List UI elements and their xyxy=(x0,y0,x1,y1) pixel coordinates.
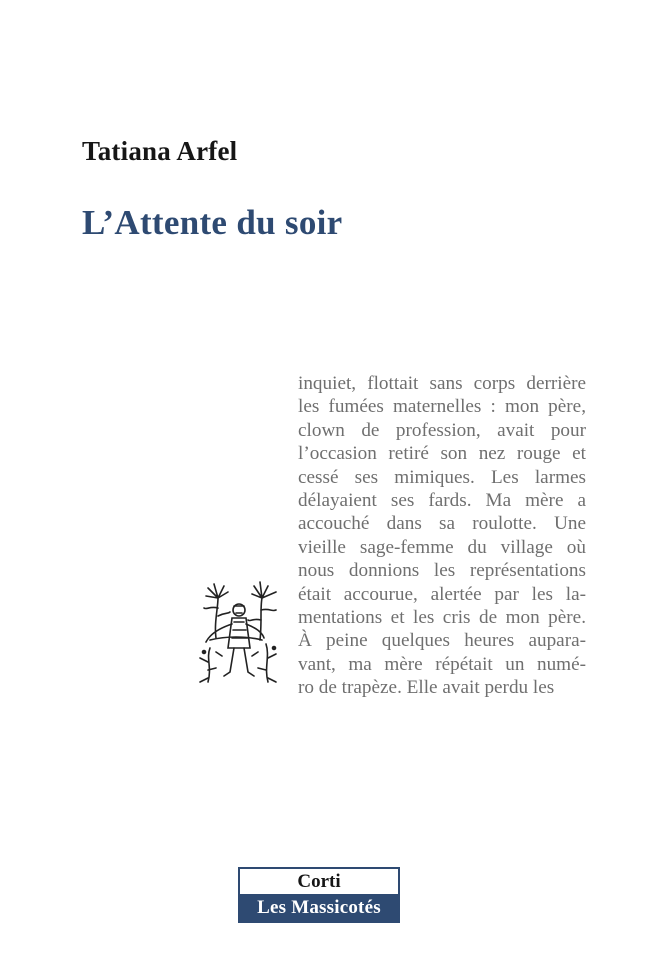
book-title: L’Attente du soir xyxy=(82,203,343,242)
excerpt-line: ro de trapèze. Elle avait perdu les xyxy=(298,677,555,699)
excerpt-line: vant, ma mère répétait un numé- xyxy=(298,653,586,675)
excerpt-line: était accourue, alertée par les la- xyxy=(298,583,586,605)
excerpt-line: clown de profession, avait pour xyxy=(298,419,586,441)
excerpt-line: vieille sage-femme du village où xyxy=(298,536,586,558)
collection-name: Les Massicotés xyxy=(240,894,398,921)
excerpt-line: nous donnions les représentations xyxy=(298,560,586,582)
excerpt-line: inquiet, flottait sans corps derrière xyxy=(298,373,586,394)
excerpt-line: l’occasion retiré son nez rouge et xyxy=(298,443,586,465)
excerpt-line: les fumées maternelles : mon père, xyxy=(298,396,586,418)
excerpt-text xyxy=(298,372,586,699)
excerpt-line: accouché dans sa roulotte. Une xyxy=(298,513,586,535)
author-name: Tatiana Arfel xyxy=(82,136,238,166)
woodcut-figure-with-flowers-icon xyxy=(196,578,282,692)
publisher-logo xyxy=(238,867,400,923)
publisher-name: Corti xyxy=(297,871,341,892)
excerpt-line: mentations et les cris de mon père. xyxy=(298,606,586,628)
excerpt-line: À peine quelques heures aupara- xyxy=(298,630,586,652)
excerpt-line: délayaient ses fards. Ma mère a xyxy=(298,489,586,511)
excerpt-line: cessé ses mimiques. Les larmes xyxy=(298,466,586,488)
